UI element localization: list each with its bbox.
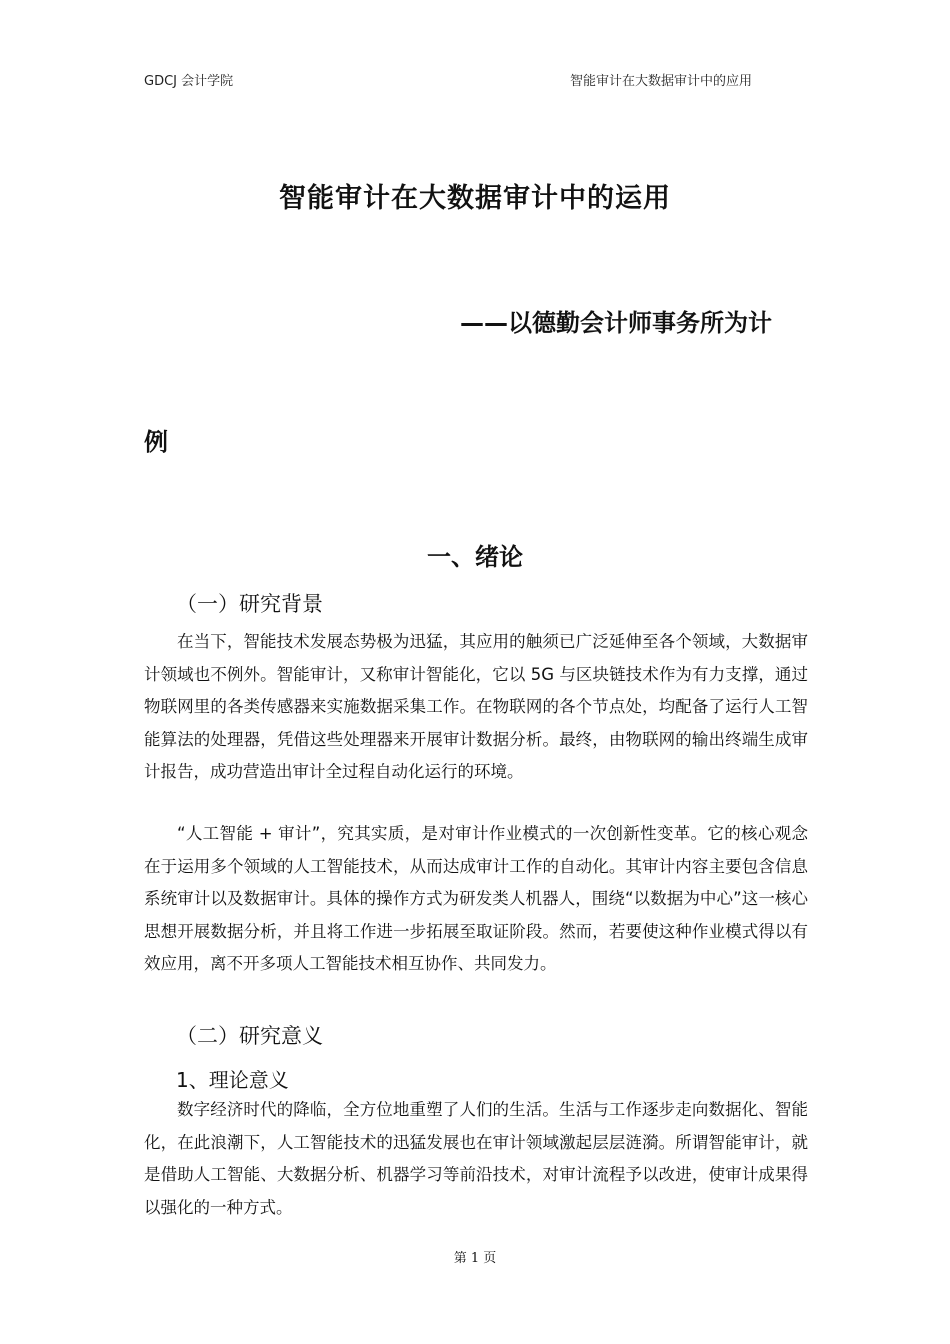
paragraph-background-2: “人工智能 + 审计”，究其实质，是对审计作业模式的一次创新性变革。它的核心观念在于运用多个领域的人工智能技术，从而达成审计工作的自动化。其审计内容主要包含信息系统审计以及数据审计。具体的操作方式为研发类人机器人，围绕“以数据为中心”这一核心思想开展数据分析，并且将工作进一步拓展至取证阶段。然而，若要使这种作业模式得以有效应用，离不开多项人工智能技术相互协作、共同发力。 <box>144 824 808 973</box>
document-subtitle: ——以德勤会计师事务所为计 <box>460 309 772 337</box>
document-subtitle-continued: 例 <box>144 428 168 456</box>
document-title: 智能审计在大数据审计中的运用 <box>279 183 671 214</box>
subsection-heading-significance: （二）研究意义 <box>176 1024 323 1048</box>
paragraph-background-1: 在当下，智能技术发展态势极为迅猛，其应用的触须已广泛延伸至各个领域，大数据审计领域也不例外。智能审计，又称审计智能化，它以 5G 与区块链技术作为有力支撑，通过物联网里的各类传感器来实施数据采集工作。在物联网的各个节点处，均配备了运行人工智能算法的处理器，凭借这些处理器来开展审计数据分析。最终，由物联网的输出终端生成审计报告，成功营造出审计全过程自动化运行的环境。 <box>144 632 808 781</box>
header-left: GDCJ 会计学院 <box>144 74 234 89</box>
item-heading-theory: 1、理论意义 <box>176 1068 289 1092</box>
subsection-heading-background: （一）研究背景 <box>176 592 323 616</box>
section-heading: 一、绪论 <box>427 543 523 571</box>
paragraph-theory: 数字经济时代的降临，全方位地重塑了人们的生活。生活与工作逐步走向数据化、智能化，在此浪潮下，人工智能技术的迅猛发展也在审计领域激起层层涟漪。所谓智能审计，就是借助人工智能、大数据分析、机器学习等前沿技术，对审计流程予以改进，使审计成果得以强化的一种方式。 <box>144 1100 808 1217</box>
page-number: 第 1 页 <box>453 1251 497 1266</box>
header-right: 智能审计在大数据审计中的应用 <box>569 74 752 89</box>
